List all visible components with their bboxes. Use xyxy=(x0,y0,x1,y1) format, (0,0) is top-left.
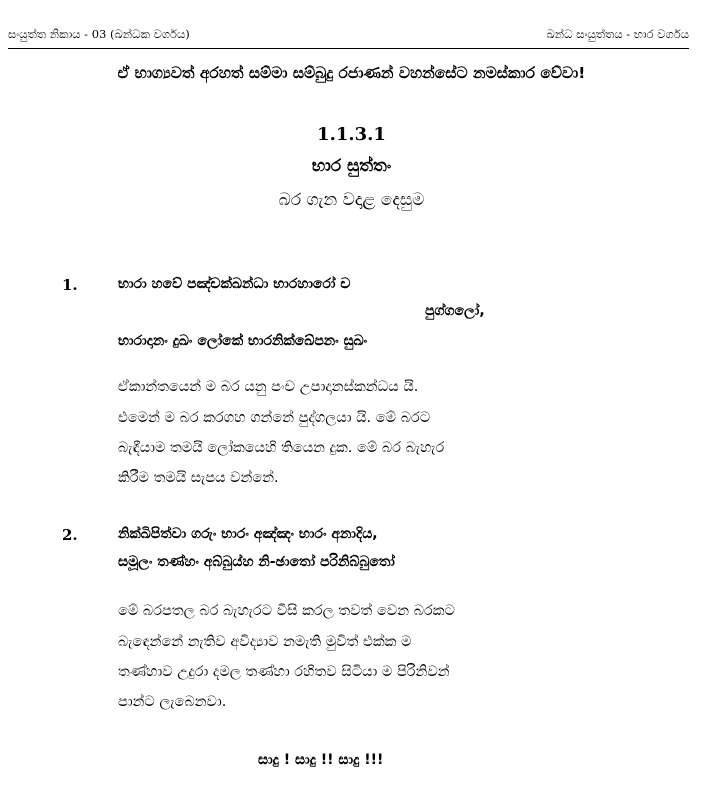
sutta-subtitle: බර ගැන වදාළ දෙසුම xyxy=(278,190,425,210)
salutation: ඒ භාග්‍යවත් අරහත් සම්මා සම්බුදු රජාණන් වහන්සේට නමස්කාර වේවා! xyxy=(117,64,586,82)
pali-line: භාරාදානං දුඛං ලෝකේ භාරනික්ඛේපනං සුඛං xyxy=(118,333,368,349)
closing-sadhu: සාදු ! සාදු !! සාදු !!! xyxy=(258,752,384,768)
verse-number: 1. xyxy=(62,276,78,294)
explanation-line: ඒකාන්තයෙන් ම බර යනු පංච උපාදානස්කන්ධය යි. xyxy=(118,379,419,395)
explanation-line: බැඳීයාම තමයි ලෝකයෙහි තියෙන දුක. මේ බර බැහැර xyxy=(118,440,445,456)
explanation-line: පාන්ට ලැබෙනවා. xyxy=(118,694,227,710)
verse-number: 2. xyxy=(62,526,78,544)
running-header xyxy=(8,20,689,49)
pali-line: සමූලං තණ්හං අබ්බුය්හ නි-ඡාතෝ පරිනිබ්බුතෝ xyxy=(118,554,395,570)
explanation-line: කිරීම තමයි සැපය වන්නේ. xyxy=(118,470,279,486)
sutta-title: භාර සුත්තං xyxy=(311,156,392,176)
explanation-line: තණ්හාව උදුරා දමල තණ්හා රහිතව සිටියා ම පිරිනිවන් xyxy=(118,664,450,680)
header-right: ඛන්ධ සංයුත්තය - භාර වර්ගය xyxy=(546,27,689,41)
explanation-line: බැඳෙන්නේ නැතිව අවිද්‍යාව නමැති මුවිත් එක්ක ම xyxy=(118,634,412,650)
explanation-line: එමෙන් ම බර කරගහ ගන්නේ පුද්ගලයා යි. මේ බරට xyxy=(118,410,431,426)
pali-line: නික්ඛිපිත්වා ගරුං භාරං අඤ්ඤං භාරං අනාදිය, xyxy=(118,526,378,542)
pali-line: පුග්ගලෝ, xyxy=(425,303,485,319)
sutta-number: 1.1.3.1 xyxy=(317,124,386,145)
header-left: සංයුත්ත නිකාය - 03 (ඛන්ධක වර්ගය) xyxy=(8,27,190,41)
pali-line: භාරා හවේ පඤ්චක්ඛන්ධා භාරහාරෝ ච xyxy=(118,276,351,292)
explanation-line: මේ බරපතල බර බැහැරට වීසි කරල තවත් වෙන බරකට xyxy=(118,603,455,619)
